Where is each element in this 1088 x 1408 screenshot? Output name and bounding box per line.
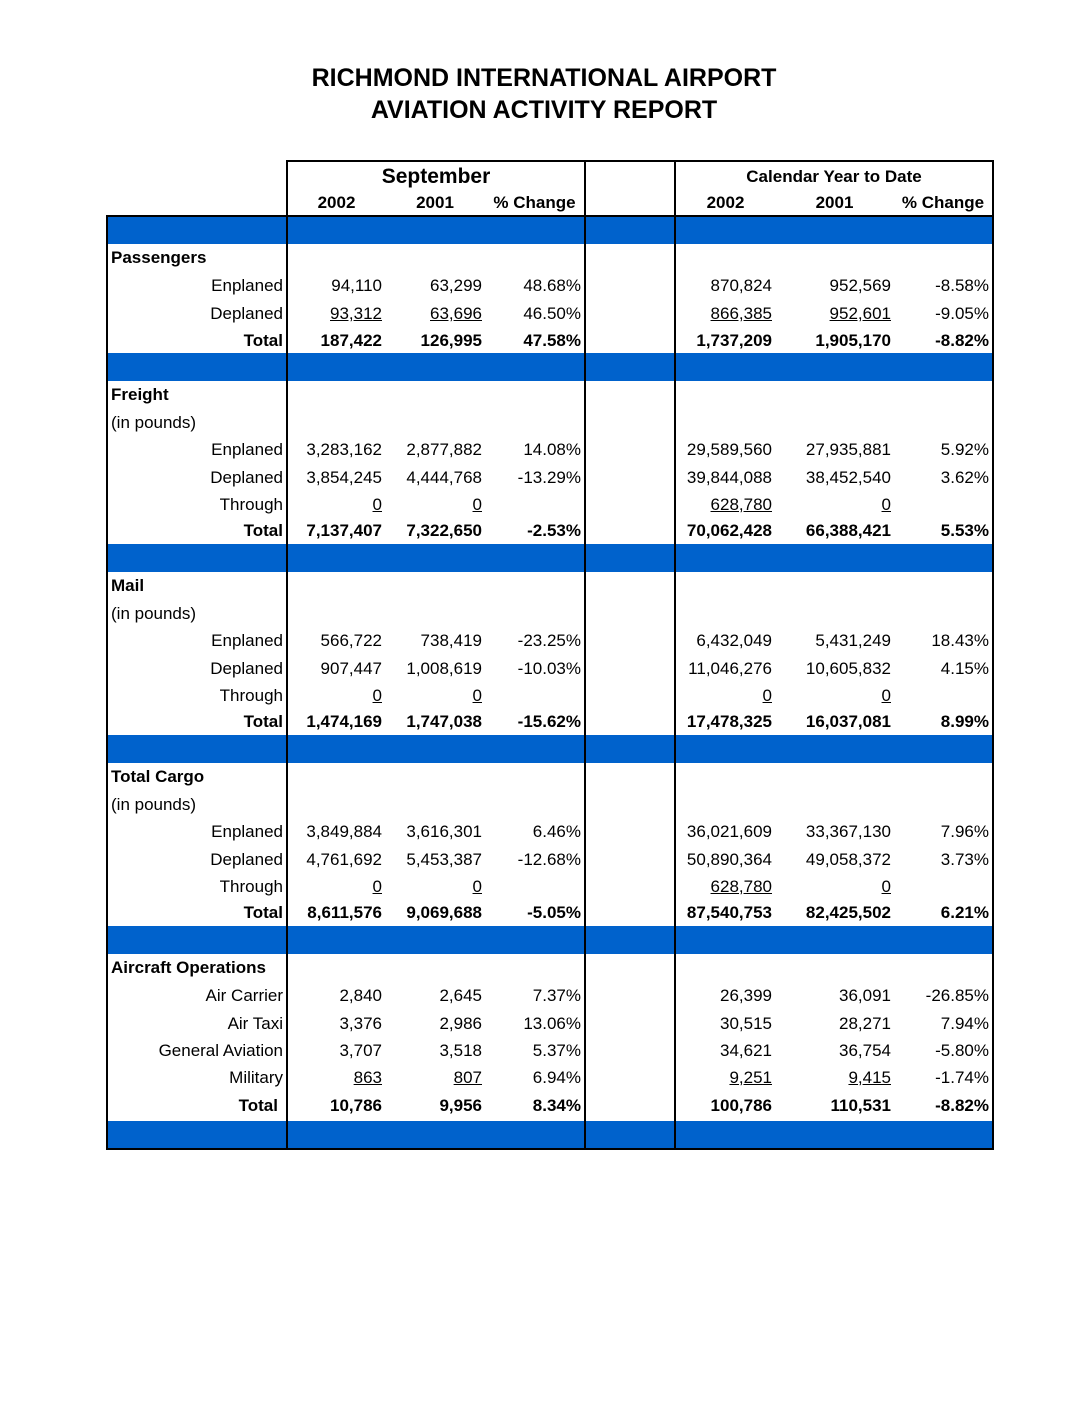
table-row (107, 1064, 993, 1091)
cell-month-2001: 3,616,301 (406, 822, 482, 841)
cell-ytd-2002: 36,021,609 (675, 818, 775, 846)
cell-ytd-2001: 33,367,130 (805, 822, 891, 841)
cell-ytd-2001: 5,431,249 (815, 631, 891, 650)
cell-ytd-2002: 1,737,209 (675, 328, 775, 353)
row-label: Total (107, 709, 287, 735)
cell-month-2001: 2,645 (439, 986, 482, 1005)
cell-ytd-change: 7.96% (894, 818, 993, 846)
total-row (107, 518, 993, 544)
row-label: Total (107, 1091, 287, 1121)
cell-ytd-change: 6.21% (894, 900, 993, 926)
header-row-top (107, 161, 993, 191)
cell-ytd-2001: 82,425,502 (805, 903, 891, 922)
cell-ytd-2002: 866,385 (710, 304, 772, 323)
cell-month-2001: 9,069,688 (406, 903, 482, 922)
cell-month-2002: 3,707 (287, 1037, 385, 1064)
cell-ytd-2002: 70,062,428 (675, 518, 775, 544)
cell-month-2001: 9,956 (439, 1096, 482, 1115)
cell-month-2001: 5,453,387 (406, 849, 482, 869)
cell-ytd-change: -8.82% (894, 1091, 993, 1121)
cell-ytd-change (894, 491, 993, 518)
row-label: Enplaned (107, 272, 287, 300)
cell-month-2001: 0 (472, 876, 482, 896)
total-row (107, 1091, 993, 1121)
cell-month-2002: 3,376 (287, 1010, 385, 1037)
cell-ytd-change (894, 682, 993, 709)
cell-month-2002: 566,722 (287, 627, 385, 655)
table-row (107, 627, 993, 655)
report-title: RICHMOND INTERNATIONAL AIRPORT (311, 64, 777, 92)
cell-ytd-2002: 628,780 (710, 876, 772, 896)
cell-month-change: -23.25% (517, 631, 581, 650)
cell-month-2001: 738,419 (420, 631, 482, 650)
cell-month-2002: 0 (372, 685, 382, 705)
cell-month-2001: 0 (472, 685, 482, 705)
cell-month-change: 48.68% (523, 276, 581, 295)
cell-ytd-2002: 87,540,753 (675, 900, 775, 926)
row-label: Deplaned (107, 300, 287, 328)
table-row (107, 818, 993, 846)
cell-ytd-2001: 16,037,081 (805, 712, 891, 731)
table-row (107, 272, 993, 300)
cell-ytd-2002: 26,399 (675, 982, 775, 1010)
cell-month-change: 7.37% (532, 986, 581, 1005)
row-label: Through (107, 682, 287, 709)
report-subtitle: AVIATION ACTIVITY REPORT (370, 96, 718, 124)
cell-month-2002: 0 (372, 494, 382, 514)
cell-month-2002: 187,422 (287, 328, 385, 353)
cell-ytd-2002: 6,432,049 (675, 627, 775, 655)
cell-ytd-change: 8.99% (894, 709, 993, 735)
col-month-2002: 2002 (287, 191, 385, 216)
table-row (107, 982, 993, 1010)
row-label: Air Carrier (107, 982, 287, 1010)
section-aircraft-operations (107, 954, 993, 982)
cell-month-change: 13.06% (523, 1013, 581, 1033)
cell-month-2002: 4,761,692 (287, 846, 385, 873)
cell-month-2002: 3,283,162 (287, 436, 385, 464)
row-label: General Aviation (107, 1037, 287, 1064)
cell-ytd-2001: 36,091 (839, 986, 891, 1005)
cell-month-2001: 0 (472, 494, 482, 514)
separator-band (107, 735, 993, 763)
cell-ytd-2001: 110,531 (830, 1096, 891, 1115)
cell-ytd-2002: 50,890,364 (675, 846, 775, 873)
month-header: September (287, 161, 585, 191)
section-title: Total Cargo (107, 763, 287, 791)
cell-ytd-change: 5.53% (894, 518, 993, 544)
cell-month-2002: 93,312 (330, 304, 382, 323)
cell-ytd-2001: 66,388,421 (805, 521, 891, 540)
table-row (107, 300, 993, 328)
cell-ytd-change: -5.80% (894, 1037, 993, 1064)
cell-month-2002: 863 (353, 1067, 382, 1087)
cell-ytd-change: -26.85% (894, 982, 993, 1010)
cell-month-change: 6.46% (532, 822, 581, 841)
unit-row (107, 600, 993, 627)
cell-month-change: 6.94% (532, 1067, 581, 1087)
row-label: Total (107, 900, 287, 926)
section-title: Mail (107, 572, 287, 600)
cell-ytd-change: -8.58% (894, 272, 993, 300)
cell-ytd-2002: 0 (762, 685, 772, 705)
cell-ytd-2001: 27,935,881 (805, 440, 891, 459)
cell-ytd-2001: 9,415 (848, 1067, 891, 1087)
cell-month-change: 8.34% (532, 1096, 581, 1115)
unit-label: (in pounds) (107, 791, 287, 818)
col-month-2001: 2001 (385, 191, 485, 216)
table-row (107, 682, 993, 709)
cell-ytd-2001: 36,754 (839, 1040, 891, 1060)
table-row (107, 1010, 993, 1037)
cell-ytd-change: 4.15% (894, 655, 993, 682)
ytd-header: Calendar Year to Date (675, 161, 993, 191)
row-label: Enplaned (107, 627, 287, 655)
cell-ytd-2001: 49,058,372 (805, 849, 891, 869)
section-title: Freight (107, 381, 287, 409)
row-label: Total (107, 328, 287, 353)
total-row (107, 709, 993, 735)
cell-ytd-2002: 100,786 (675, 1091, 775, 1121)
cell-month-change: 5.37% (532, 1040, 581, 1060)
col-ytd-change: % Change (894, 191, 993, 216)
row-label: Deplaned (107, 464, 287, 491)
cell-ytd-2002: 30,515 (675, 1010, 775, 1037)
unit-row (107, 409, 993, 436)
cell-month-2001: 1,008,619 (406, 658, 482, 678)
cell-month-change: -2.53% (527, 521, 581, 540)
col-ytd-2002: 2002 (675, 191, 775, 216)
table-row (107, 1037, 993, 1064)
cell-month-change: -12.68% (517, 849, 581, 869)
cell-ytd-2002: 34,621 (675, 1037, 775, 1064)
cell-month-2002: 7,137,407 (287, 518, 385, 544)
activity-table (106, 160, 994, 1150)
table-row (107, 873, 993, 900)
cell-ytd-2001: 952,601 (829, 304, 891, 323)
row-label: Through (107, 873, 287, 900)
cell-month-2001: 807 (453, 1067, 482, 1087)
separator-band (107, 353, 993, 381)
table-row (107, 846, 993, 873)
cell-month-2002: 1,474,169 (287, 709, 385, 735)
cell-ytd-change: 18.43% (894, 627, 993, 655)
cell-month-change: -10.03% (517, 658, 581, 678)
row-label: Military (107, 1064, 287, 1091)
cell-month-2002: 94,110 (287, 272, 385, 300)
table-row (107, 655, 993, 682)
row-label: Air Taxi (107, 1010, 287, 1037)
cell-month-2001: 63,299 (430, 276, 482, 295)
cell-month-2001: 1,747,038 (406, 712, 482, 731)
cell-month-change (485, 491, 585, 518)
cell-ytd-2002: 39,844,088 (675, 464, 775, 491)
section-title: Aircraft Operations (107, 954, 287, 982)
cell-month-change: -13.29% (517, 467, 581, 487)
separator-band (107, 544, 993, 572)
row-label: Deplaned (107, 846, 287, 873)
cell-ytd-2002: 17,478,325 (675, 709, 775, 735)
section-mail (107, 572, 993, 600)
cell-month-2001: 3,518 (439, 1040, 482, 1060)
cell-ytd-2002: 29,589,560 (675, 436, 775, 464)
cell-ytd-change (894, 873, 993, 900)
section-title: Passengers (107, 244, 287, 272)
cell-ytd-change: 3.62% (894, 464, 993, 491)
cell-ytd-2002: 870,824 (675, 272, 775, 300)
section-passengers (107, 244, 993, 272)
separator-band (107, 216, 993, 244)
cell-month-2002: 2,840 (287, 982, 385, 1010)
col-month-change: % Change (485, 191, 585, 216)
cell-ytd-change: 7.94% (894, 1010, 993, 1037)
cell-ytd-change: 3.73% (894, 846, 993, 873)
cell-ytd-2001: 10,605,832 (805, 658, 891, 678)
cell-month-2002: 907,447 (287, 655, 385, 682)
unit-row (107, 791, 993, 818)
cell-month-change: 47.58% (523, 330, 581, 350)
cell-month-change: -15.62% (517, 712, 581, 731)
cell-month-2001: 7,322,650 (406, 521, 482, 540)
row-label: Enplaned (107, 818, 287, 846)
cell-ytd-change: 5.92% (894, 436, 993, 464)
table-row (107, 491, 993, 518)
cell-month-2002: 3,849,884 (287, 818, 385, 846)
row-label: Enplaned (107, 436, 287, 464)
cell-ytd-2001: 0 (881, 494, 891, 514)
cell-month-change (485, 873, 585, 900)
separator-band (107, 926, 993, 954)
unit-label: (in pounds) (107, 409, 287, 436)
cell-ytd-change: -1.74% (894, 1064, 993, 1091)
cell-ytd-change: -9.05% (894, 300, 993, 328)
cell-month-2001: 63,696 (430, 304, 482, 323)
cell-month-2002: 3,854,245 (287, 464, 385, 491)
table-row (107, 464, 993, 491)
cell-ytd-2001: 28,271 (839, 1013, 891, 1033)
cell-ytd-2002: 9,251 (729, 1067, 772, 1087)
header-row-years (107, 191, 993, 216)
cell-ytd-2001: 38,452,540 (805, 467, 891, 487)
total-row (107, 328, 993, 353)
cell-ytd-2001: 1,905,170 (815, 330, 891, 350)
cell-month-change: 46.50% (523, 304, 581, 323)
row-label: Total (107, 518, 287, 544)
cell-month-2001: 2,986 (439, 1013, 482, 1033)
row-label: Deplaned (107, 655, 287, 682)
row-label: Through (107, 491, 287, 518)
cell-month-change: 14.08% (523, 440, 581, 459)
cell-ytd-2001: 0 (881, 685, 891, 705)
cell-month-2002: 0 (372, 876, 382, 896)
cell-month-2001: 126,995 (420, 330, 482, 350)
cell-ytd-2002: 628,780 (710, 494, 772, 514)
total-row (107, 900, 993, 926)
col-ytd-2001: 2001 (775, 191, 894, 216)
cell-month-change: -5.05% (527, 903, 581, 922)
cell-month-2001: 4,444,768 (406, 467, 482, 487)
cell-ytd-2001: 0 (881, 876, 891, 896)
section-total-cargo (107, 763, 993, 791)
cell-ytd-2001: 952,569 (829, 276, 891, 295)
unit-label: (in pounds) (107, 600, 287, 627)
cell-month-2001: 2,877,882 (406, 440, 482, 459)
cell-ytd-2002: 11,046,276 (675, 655, 775, 682)
separator-band (107, 1121, 993, 1149)
cell-ytd-change: -8.82% (894, 328, 993, 353)
section-freight (107, 381, 993, 409)
cell-month-2002: 10,786 (287, 1091, 385, 1121)
table-row (107, 436, 993, 464)
cell-month-2002: 8,611,576 (287, 900, 385, 926)
cell-month-change (485, 682, 585, 709)
